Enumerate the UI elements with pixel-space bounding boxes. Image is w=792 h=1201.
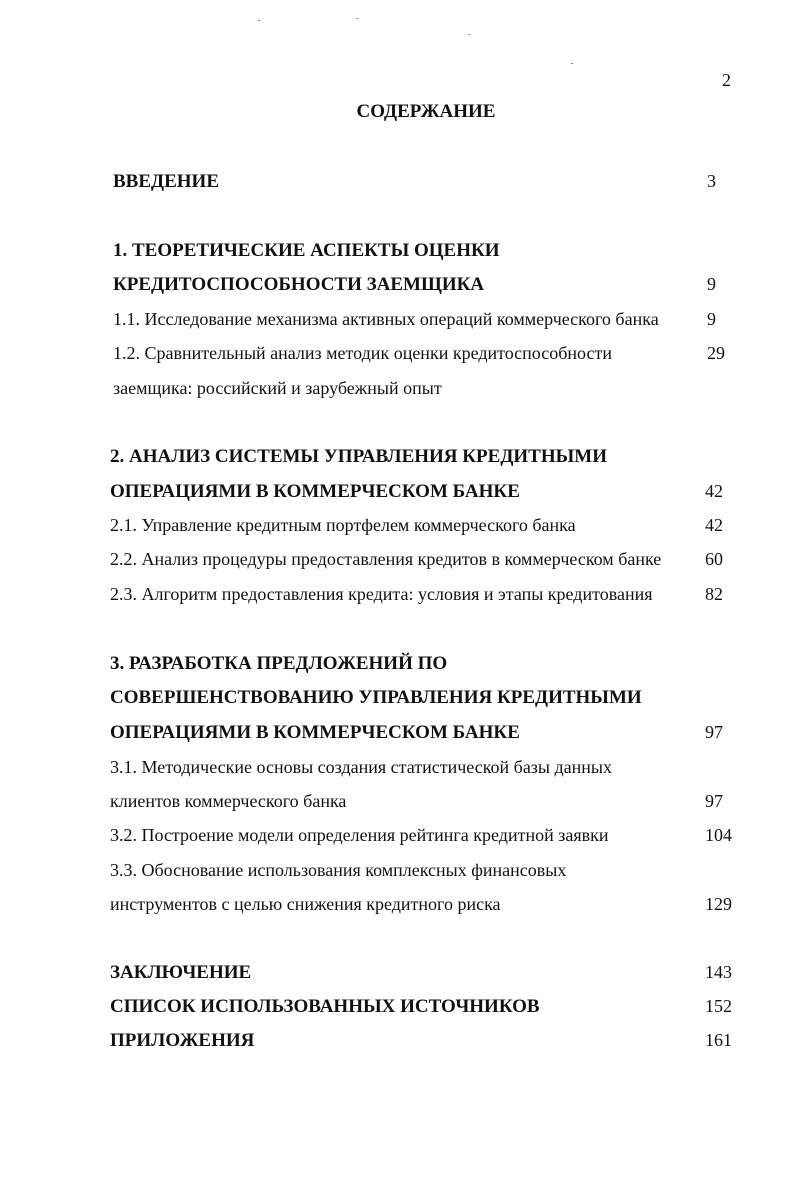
toc-ch3-s1-line2: клиентов коммерческого банка (110, 791, 347, 811)
toc-ch3-s1-page: 97 (705, 791, 723, 811)
toc-references-page: 152 (705, 996, 732, 1016)
toc-ch2-s1-label: 2.1. Управление кредитным портфелем коммерческого банка (110, 515, 576, 535)
toc-appendices-page: 161 (705, 1030, 732, 1050)
toc-ch3-s1-line1: 3.1. Методические основы создания статистической базы данных (110, 757, 613, 777)
toc-ch2-s1-page: 42 (705, 515, 723, 535)
toc-ch1-title-line1: 1. ТЕОРЕТИЧЕСКИЕ АСПЕКТЫ ОЦЕНКИ (113, 240, 500, 261)
toc-ch3-s2-page: 104 (705, 825, 732, 845)
scan-speck (356, 18, 358, 19)
toc-ch3-s2-label: 3.2. Построение модели определения рейтинга кредитной заявки (110, 825, 609, 845)
scan-speck (258, 20, 260, 21)
toc-ch1-s2-line1: 1.2. Сравнительный анализ методик оценки кредитоспособности (113, 343, 612, 363)
toc-appendices-label: ПРИЛОЖЕНИЯ (110, 1030, 255, 1051)
toc-ch3-s3-line1: 3.3. Обоснование использования комплексных финансовых (110, 860, 567, 880)
toc-ch3-title-line3: ОПЕРАЦИЯМИ В КОММЕРЧЕСКОМ БАНКЕ (110, 722, 520, 743)
toc-ch1-title-line2: КРЕДИТОСПОСОБНОСТИ ЗАЕМЩИКА (113, 274, 485, 295)
toc-ch3-s3-page: 129 (705, 894, 732, 914)
toc-ch2-title-line1: 2. АНАЛИЗ СИСТЕМЫ УПРАВЛЕНИЯ КРЕДИТНЫМИ (110, 446, 607, 467)
page-title: СОДЕРЖАНИЕ (356, 101, 496, 122)
toc-conclusion-page: 143 (705, 962, 732, 982)
scan-speck (571, 63, 573, 64)
toc-intro-label: ВВЕДЕНИЕ (113, 171, 219, 192)
toc-ch3-title-line1: 3. РАЗРАБОТКА ПРЕДЛОЖЕНИЙ ПО (110, 653, 448, 674)
toc-ch1-s2-page: 29 (707, 343, 725, 363)
toc-ch1-page: 9 (707, 274, 716, 294)
scan-speck (468, 34, 470, 35)
toc-ch2-s2-label: 2.2. Анализ процедуры предоставления кредитов в коммерческом банке (110, 549, 662, 569)
page-number: 2 (722, 70, 731, 90)
toc-ch2-s3-page: 82 (705, 584, 723, 604)
toc-references-label: СПИСОК ИСПОЛЬЗОВАННЫХ ИСТОЧНИКОВ (110, 996, 540, 1017)
toc-intro-page: 3 (707, 171, 716, 191)
toc-conclusion-label: ЗАКЛЮЧЕНИЕ (110, 962, 252, 983)
toc-ch3-title-line2: СОВЕРШЕНСТВОВАНИЮ УПРАВЛЕНИЯ КРЕДИТНЫМИ (110, 687, 642, 708)
toc-ch3-page: 97 (705, 722, 723, 742)
toc-ch3-s3-line2: инструментов с целью снижения кредитного риска (110, 894, 501, 914)
toc-ch1-s1-page: 9 (707, 309, 716, 329)
toc-ch1-s1-label: 1.1. Исследование механизма активных операций коммерческого банка (113, 309, 659, 329)
toc-ch2-title-line2: ОПЕРАЦИЯМИ В КОММЕРЧЕСКОМ БАНКЕ (110, 481, 520, 502)
toc-ch2-s2-page: 60 (705, 549, 723, 569)
toc-ch2-s3-label: 2.3. Алгоритм предоставления кредита: условия и этапы кредитования (110, 584, 653, 604)
toc-ch2-page: 42 (705, 481, 723, 501)
toc-ch1-s2-line2: заемщика: российский и зарубежный опыт (113, 378, 442, 398)
